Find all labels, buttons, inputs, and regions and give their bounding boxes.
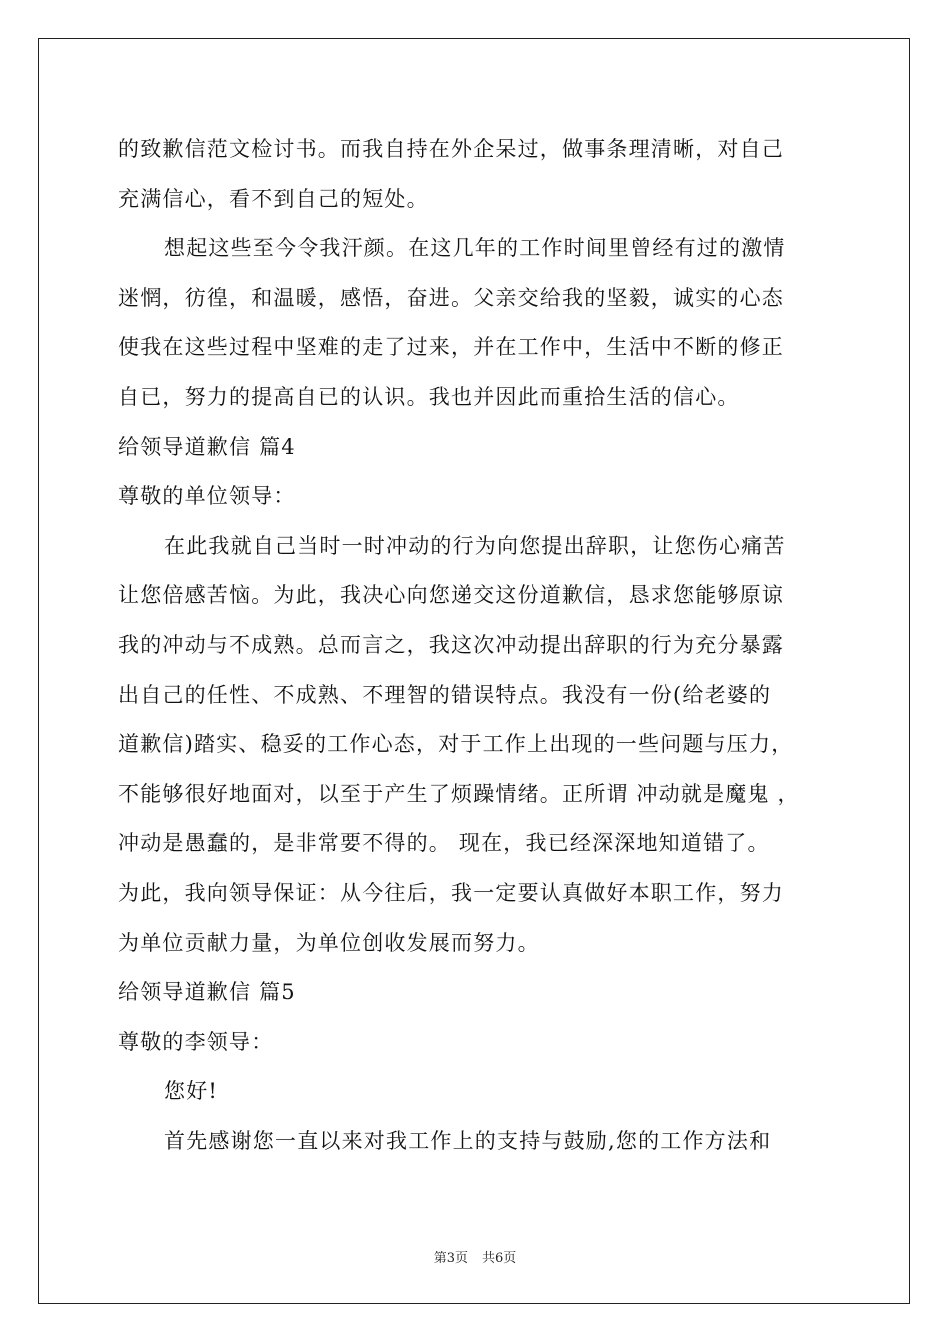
text-line-6: 自已，努力的提高自已的认识。我也并因此而重拾生活的信心。	[118, 384, 740, 409]
section-heading-4: 给领导道歉信 篇4	[118, 434, 296, 459]
page-number: 第3页	[433, 1251, 468, 1266]
greeting-line: 您好!	[164, 1079, 219, 1104]
text-line-16: 为此，我向领导保证：从今往后，我一定要认真做好本职工作，努力	[118, 880, 784, 905]
text-line-15: 冲动是愚蠢的，是非常要不得的。 现在，我已经深深地知道错了。	[118, 831, 770, 856]
text-line-9: 在此我就自己当时一时冲动的行为向您提出辞职，让您伤心痛苦	[164, 533, 786, 558]
text-line-14: 不能够很好地面对，以至于产生了烦躁情绪。正所谓 冲动就是魔鬼 ，	[118, 781, 800, 806]
page-footer	[0, 1247, 950, 1266]
salutation-4: 尊敬的单位领导：	[118, 484, 296, 509]
salutation-5: 尊敬的李领导：	[118, 1029, 274, 1054]
text-line-1: 的致歉信范文检讨书。而我自持在外企呆过，做事条理清晰，对自己	[118, 137, 784, 161]
text-line-12: 出自己的任性、不成熟、不理智的错误特点。我没有一份(给老婆的	[118, 682, 772, 707]
text-line-21: 首先感谢您一直以来对我工作上的支持与鼓励,您的工作方法和	[164, 1128, 772, 1153]
text-line-10: 让您倍感苦恼。为此，我决心向您递交这份道歉信，恳求您能够原谅	[118, 583, 784, 608]
section-heading-5: 给领导道歉信 篇5	[118, 980, 296, 1005]
text-line-4: 迷惘，彷徨，和温暖，感悟，奋进。父亲交给我的坚毅，诚实的心态	[118, 285, 784, 310]
text-line-3: 想起这些至今令我汗颜。在这几年的工作时间里曾经有过的激情	[164, 236, 786, 261]
page-total: 共6页	[482, 1251, 517, 1266]
text-line-2: 充满信心，看不到自己的短处。	[118, 186, 429, 211]
text-line-11: 我的冲动与不成熟。总而言之，我这次冲动提出辞职的行为充分暴露	[118, 632, 784, 657]
text-line-13: 道歉信)踏实、稳妥的工作心态，对于工作上出现的一些问题与压力，	[118, 732, 794, 757]
text-line-5: 使我在这些过程中坚难的走了过来，并在工作中，生活中不断的修正	[118, 335, 784, 360]
text-line-17: 为单位贡献力量，为单位创收发展而努力。	[118, 930, 540, 955]
document-body	[118, 125, 838, 1166]
